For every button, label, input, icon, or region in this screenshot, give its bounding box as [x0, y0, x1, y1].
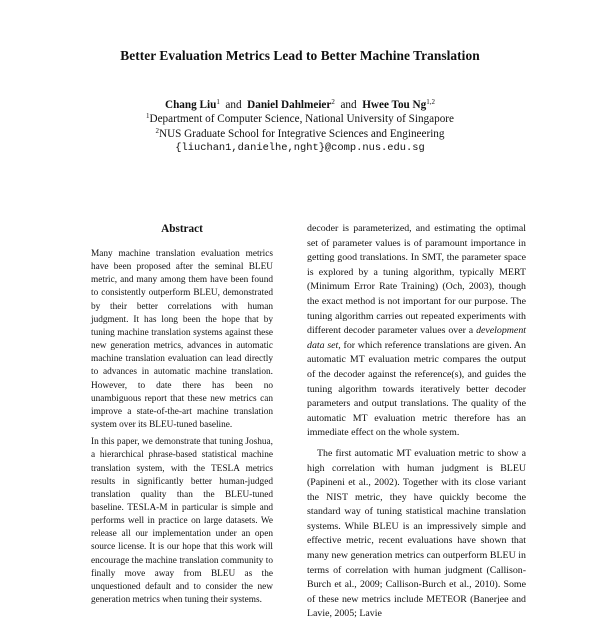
author-block: [0, 98, 600, 156]
abstract-heading: Abstract: [161, 223, 203, 235]
body-paragraph-1-a: decoder is parameterized, and estimating the optimal set of parameter values is of paramount importance in getting good translations. In SMT, the parameter space is explored by a tuning algorithm, typically MERT (Minimum Error Rate Training) (Och, 2003), though the exact method is not important for our purpose. The tuning algorithm carries out repeated experiments with different decoder parameter values over a: [307, 223, 526, 337]
body-paragraph-2: The first automatic MT evaluation metric to show a high correlation with human judgment is BLEU (Papineni et al., 2002). Together with its close variant the NIST metric, they have quickly become the standard way of tuning statistical machine translation systems. While BLEU is an impressively simple and effective metric, recent evaluations have shown that many new generation metrics can outperform BLEU in terms of correlation with human judgment (Callison-Burch et al., 2009; Callison-Burch et al., 2010). Some of these new metrics include METEOR (Banerjee and Lavie, 2005; Lavie: [307, 447, 526, 620]
development-data-set-term: development data set: [307, 325, 526, 351]
body-paragraph-1: [307, 222, 526, 441]
author-2-sup: 2: [331, 98, 335, 106]
affiliation-1-text: Department of Computer Science, National University of Singapore: [149, 113, 454, 126]
abstract-column: [91, 248, 273, 607]
author-names: [0, 98, 600, 112]
author-1-sup: 1: [216, 98, 220, 106]
affiliation-1: [0, 112, 600, 126]
author-3-sup: 1,2: [426, 98, 435, 106]
and-1: and: [225, 99, 242, 111]
abstract-paragraph-1: Many machine translation evaluation metrics have been proposed after the seminal BLEU metric, and many among them have been found to consistently outperform BLEU, demonstrated by their better correlations with human judgment. It has long been the hope that by tuning machine translation systems against these new generation metrics, advances in automatic machine translation evaluation can lead directly to advances in automatic machine translation. However, to date there has been no unambiguous report that these new metrics can improve a state-of-the-art machine translation system over its BLEU-tuned baseline.: [91, 249, 273, 431]
author-3: Hwee Tou Ng: [362, 99, 427, 111]
paper-title: Better Evaluation Metrics Lead to Better Machine Translation: [120, 48, 480, 63]
author-1: Chang Liu: [165, 99, 217, 111]
affiliation-2: [0, 127, 600, 141]
author-2: Daniel Dahlmeier: [247, 99, 332, 111]
affiliation-2-sup: 2: [155, 126, 159, 135]
author-email: {liuchan1,danielhe,nght}@comp.nus.edu.sg: [175, 142, 425, 155]
abstract-paragraph-2: In this paper, we demonstrate that tuning Joshua, a hierarchical phrase-based statistical machine translation system, with the TESLA metrics results in significantly better human-judged translation quality than the BLEU-tuned baseline. TESLA-M in particular is simple and performs well in practice on large datasets. We release all our implementation under an open source license. It is our hope that this work will encourage the machine translation community to finally move away from BLEU as the unquestioned default and to consider the new generation metrics when tuning their systems.: [91, 437, 273, 606]
affiliation-1-sup: 1: [146, 112, 150, 121]
body-paragraph-1-b: , for which reference translations are given. An automatic MT evaluation metric compares the output of the decoder against the reference(s), and guides the tuning algorithm towards iteratively better decoder parameters and output translations. The quality of the automatic MT evaluation metric therefore has an immediate effect on the whole system.: [307, 339, 526, 439]
affiliation-2-text: NUS Graduate School for Integrative Sciences and Engineering: [159, 127, 445, 140]
and-2: and: [340, 99, 357, 111]
right-column: [307, 222, 526, 622]
